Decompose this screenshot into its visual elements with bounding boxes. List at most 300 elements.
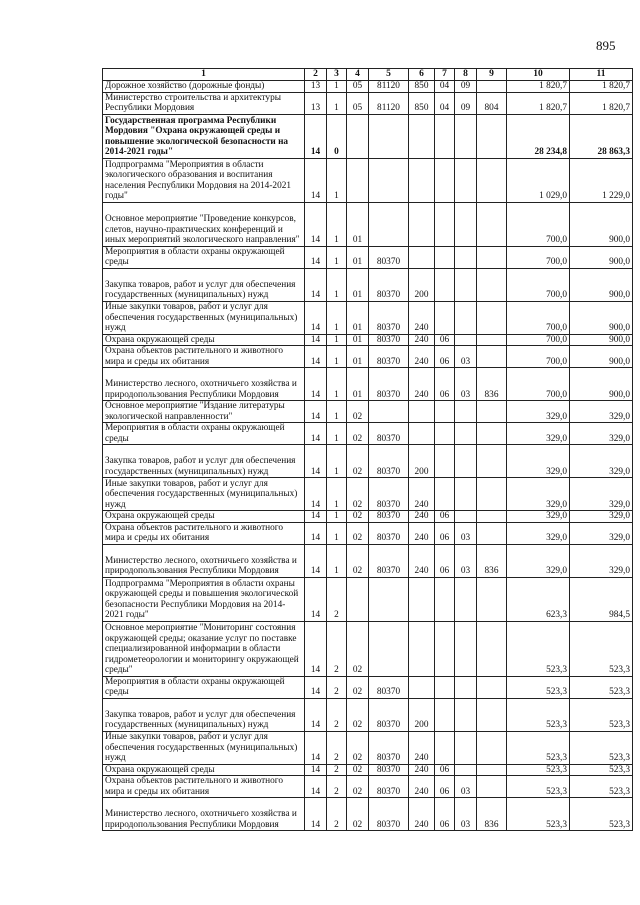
cell-amount-2020: 700,0 (507, 346, 570, 368)
cell-col4: 02 (347, 776, 369, 798)
cell-col5: 80370 (369, 368, 409, 401)
cell-amount-2020: 1 029,0 (507, 158, 570, 202)
cell-col4: 01 (347, 268, 369, 301)
cell-col2: 14 (305, 698, 327, 731)
cell-col9 (477, 268, 507, 301)
cell-col2: 14 (305, 577, 327, 621)
column-header: 5 (369, 69, 409, 81)
cell-col5 (369, 577, 409, 621)
cell-col8 (455, 577, 477, 621)
cell-col2: 14 (305, 676, 327, 698)
cell-col7 (435, 621, 455, 676)
cell-col5: 80370 (369, 731, 409, 764)
cell-col6 (409, 401, 435, 423)
table-row (103, 445, 633, 478)
cell-col4 (347, 158, 369, 202)
cell-col2: 14 (305, 301, 327, 334)
cell-col3: 2 (327, 731, 347, 764)
cell-amount-2021: 1 229,0 (570, 158, 633, 202)
cell-col7: 06 (435, 764, 455, 776)
table-row (103, 246, 633, 268)
cell-col6 (409, 621, 435, 676)
cell-col6 (409, 246, 435, 268)
cell-col2: 14 (305, 621, 327, 676)
cell-amount-2021: 523,3 (570, 698, 633, 731)
column-header: 6 (409, 69, 435, 81)
cell-col9 (477, 158, 507, 202)
cell-amount-2021: 523,3 (570, 798, 633, 831)
row-name-cell: Подпрограмма "Мероприятия в области охраны окружающей среды и повышения экологической безопасности Республики Мордовия на 2014-2021 годы" (103, 577, 305, 621)
cell-col4: 02 (347, 798, 369, 831)
cell-col4 (347, 114, 369, 158)
cell-col4 (347, 577, 369, 621)
cell-col8 (455, 676, 477, 698)
cell-amount-2020: 523,3 (507, 731, 570, 764)
table-row (103, 368, 633, 401)
cell-amount-2020: 329,0 (507, 478, 570, 511)
cell-col4: 05 (347, 81, 369, 93)
cell-amount-2020: 523,3 (507, 676, 570, 698)
cell-col6: 200 (409, 698, 435, 731)
cell-col2: 14 (305, 368, 327, 401)
cell-col5: 80370 (369, 698, 409, 731)
cell-col5: 80370 (369, 764, 409, 776)
cell-amount-2020: 700,0 (507, 202, 570, 246)
cell-col3: 1 (327, 478, 347, 511)
cell-col4: 01 (347, 202, 369, 246)
cell-col3: 0 (327, 114, 347, 158)
cell-col4: 01 (347, 346, 369, 368)
cell-col7: 06 (435, 334, 455, 346)
cell-col2: 14 (305, 478, 327, 511)
cell-col3: 1 (327, 202, 347, 246)
cell-col7: 06 (435, 522, 455, 544)
cell-col2: 14 (305, 423, 327, 445)
cell-col7 (435, 731, 455, 764)
cell-col4: 02 (347, 731, 369, 764)
cell-amount-2020: 329,0 (507, 423, 570, 445)
cell-amount-2020: 1 820,7 (507, 81, 570, 93)
cell-amount-2021: 329,0 (570, 544, 633, 577)
table-row (103, 776, 633, 798)
cell-col3: 1 (327, 246, 347, 268)
cell-col8: 03 (455, 522, 477, 544)
cell-col2: 14 (305, 346, 327, 368)
cell-col5 (369, 158, 409, 202)
cell-col8: 09 (455, 92, 477, 114)
cell-col7 (435, 698, 455, 731)
column-header: 4 (347, 69, 369, 81)
cell-amount-2020: 700,0 (507, 334, 570, 346)
cell-amount-2021: 900,0 (570, 346, 633, 368)
cell-col3: 1 (327, 522, 347, 544)
cell-col8 (455, 401, 477, 423)
cell-col3: 2 (327, 577, 347, 621)
cell-col6: 240 (409, 346, 435, 368)
row-name-cell: Министерство лесного, охотничьего хозяйства и природопользования Республики Мордовия (103, 368, 305, 401)
cell-col7: 04 (435, 81, 455, 93)
cell-col9: 836 (477, 544, 507, 577)
cell-col7 (435, 478, 455, 511)
cell-col4: 02 (347, 522, 369, 544)
table-row (103, 798, 633, 831)
cell-col8 (455, 698, 477, 731)
cell-amount-2020: 700,0 (507, 368, 570, 401)
cell-amount-2020: 28 234,8 (507, 114, 570, 158)
cell-col3: 1 (327, 511, 347, 523)
cell-col5: 80370 (369, 346, 409, 368)
column-header: 11 (570, 69, 633, 81)
cell-col5: 80370 (369, 478, 409, 511)
cell-col5: 80370 (369, 776, 409, 798)
cell-amount-2021: 329,0 (570, 478, 633, 511)
row-name-cell: Мероприятия в области охраны окружающей среды (103, 676, 305, 698)
row-name-cell: Подпрограмма "Мероприятия в области экологического образования и воспитания населения Республики Мордовия на 2014-2021 годы" (103, 158, 305, 202)
cell-col3: 2 (327, 621, 347, 676)
cell-col9 (477, 346, 507, 368)
cell-amount-2021: 900,0 (570, 268, 633, 301)
cell-col8: 03 (455, 544, 477, 577)
cell-col7: 06 (435, 544, 455, 577)
cell-col9 (477, 676, 507, 698)
cell-amount-2021: 329,0 (570, 423, 633, 445)
table-row (103, 478, 633, 511)
cell-col7 (435, 114, 455, 158)
cell-col2: 14 (305, 776, 327, 798)
cell-amount-2020: 523,3 (507, 798, 570, 831)
cell-col3: 2 (327, 676, 347, 698)
cell-col5 (369, 401, 409, 423)
cell-col8 (455, 246, 477, 268)
cell-col5: 80370 (369, 522, 409, 544)
cell-col8 (455, 511, 477, 523)
cell-amount-2021: 523,3 (570, 621, 633, 676)
cell-amount-2020: 523,3 (507, 621, 570, 676)
table-header-row (103, 69, 633, 81)
budget-table (102, 68, 633, 831)
cell-col9 (477, 776, 507, 798)
table-row (103, 511, 633, 523)
cell-col7 (435, 401, 455, 423)
table-row (103, 158, 633, 202)
cell-col2: 14 (305, 544, 327, 577)
cell-col3: 1 (327, 544, 347, 577)
row-name-cell: Закупка товаров, работ и услуг для обеспечения государственных (муниципальных) нужд (103, 445, 305, 478)
cell-col7: 06 (435, 798, 455, 831)
row-name-cell: Мероприятия в области охраны окружающей среды (103, 423, 305, 445)
cell-col9 (477, 511, 507, 523)
cell-col5: 80370 (369, 511, 409, 523)
row-name-cell: Дорожное хозяйство (дорожные фонды) (103, 81, 305, 93)
cell-col2: 14 (305, 445, 327, 478)
table-row (103, 346, 633, 368)
cell-col3: 1 (327, 334, 347, 346)
table-row (103, 114, 633, 158)
cell-amount-2021: 28 863,3 (570, 114, 633, 158)
table-row (103, 731, 633, 764)
row-name-cell: Мероприятия в области охраны окружающей среды (103, 246, 305, 268)
row-name-cell: Иные закупки товаров, работ и услуг для обеспечения государственных (муниципальных) нужд (103, 731, 305, 764)
table-row (103, 334, 633, 346)
cell-col5: 80370 (369, 423, 409, 445)
cell-amount-2021: 900,0 (570, 246, 633, 268)
cell-col8 (455, 202, 477, 246)
cell-col2: 14 (305, 158, 327, 202)
cell-col2: 14 (305, 334, 327, 346)
cell-col5 (369, 202, 409, 246)
cell-amount-2021: 329,0 (570, 511, 633, 523)
cell-col6: 240 (409, 544, 435, 577)
cell-col5: 81120 (369, 92, 409, 114)
cell-col7: 06 (435, 368, 455, 401)
cell-col7 (435, 423, 455, 445)
cell-col5: 80370 (369, 246, 409, 268)
table-row (103, 698, 633, 731)
cell-amount-2020: 329,0 (507, 522, 570, 544)
row-name-cell: Охрана объектов растительного и животного мира и среды их обитания (103, 346, 305, 368)
cell-col5: 80370 (369, 676, 409, 698)
cell-col4: 02 (347, 478, 369, 511)
cell-col6: 240 (409, 764, 435, 776)
cell-col2: 14 (305, 522, 327, 544)
cell-col4: 02 (347, 544, 369, 577)
cell-col3: 1 (327, 346, 347, 368)
cell-col9 (477, 698, 507, 731)
cell-col2: 14 (305, 511, 327, 523)
cell-col8: 03 (455, 776, 477, 798)
cell-col4: 02 (347, 401, 369, 423)
cell-col9 (477, 301, 507, 334)
cell-col7 (435, 445, 455, 478)
cell-col5: 80370 (369, 334, 409, 346)
cell-col3: 1 (327, 423, 347, 445)
cell-col6 (409, 158, 435, 202)
cell-col8 (455, 764, 477, 776)
cell-col7 (435, 577, 455, 621)
cell-amount-2021: 523,3 (570, 776, 633, 798)
cell-col8: 03 (455, 346, 477, 368)
cell-col7: 06 (435, 346, 455, 368)
cell-amount-2020: 329,0 (507, 401, 570, 423)
cell-col2: 14 (305, 114, 327, 158)
cell-col3: 1 (327, 81, 347, 93)
row-name-cell: Основное мероприятие "Издание литературы экологической направленности" (103, 401, 305, 423)
cell-col6 (409, 676, 435, 698)
table-row (103, 577, 633, 621)
cell-col7: 04 (435, 92, 455, 114)
cell-col9: 836 (477, 798, 507, 831)
cell-col6: 240 (409, 731, 435, 764)
cell-col6: 240 (409, 522, 435, 544)
column-header: 2 (305, 69, 327, 81)
cell-col6: 240 (409, 301, 435, 334)
cell-col6: 200 (409, 268, 435, 301)
cell-amount-2020: 329,0 (507, 511, 570, 523)
cell-col9 (477, 478, 507, 511)
column-header: 1 (103, 69, 305, 81)
cell-col8 (455, 301, 477, 334)
cell-col5: 80370 (369, 445, 409, 478)
cell-col3: 1 (327, 301, 347, 334)
cell-col2: 14 (305, 401, 327, 423)
cell-col6 (409, 423, 435, 445)
cell-col8 (455, 445, 477, 478)
cell-col6: 240 (409, 478, 435, 511)
cell-col7 (435, 158, 455, 202)
cell-col6: 240 (409, 368, 435, 401)
cell-col3: 1 (327, 401, 347, 423)
cell-col6 (409, 202, 435, 246)
cell-amount-2020: 329,0 (507, 544, 570, 577)
row-name-cell: Иные закупки товаров, работ и услуг для обеспечения государственных (муниципальных) нужд (103, 301, 305, 334)
cell-col4: 02 (347, 676, 369, 698)
row-name-cell: Основное мероприятие "Проведение конкурсов, слетов, научно-практических конференций и иных мероприятий экологического направления" (103, 202, 305, 246)
table-row (103, 202, 633, 246)
row-name-cell: Охрана объектов растительного и животного мира и среды их обитания (103, 522, 305, 544)
cell-amount-2021: 523,3 (570, 764, 633, 776)
cell-col6: 240 (409, 798, 435, 831)
row-name-cell: Закупка товаров, работ и услуг для обеспечения государственных (муниципальных) нужд (103, 268, 305, 301)
cell-col8 (455, 268, 477, 301)
row-name-cell: Иные закупки товаров, работ и услуг для обеспечения государственных (муниципальных) нужд (103, 478, 305, 511)
cell-col8: 03 (455, 798, 477, 831)
cell-col9 (477, 577, 507, 621)
cell-col9: 836 (477, 368, 507, 401)
cell-col7 (435, 268, 455, 301)
cell-col9 (477, 522, 507, 544)
cell-col6: 240 (409, 776, 435, 798)
cell-col4: 02 (347, 621, 369, 676)
cell-col7 (435, 246, 455, 268)
cell-col9: 804 (477, 92, 507, 114)
cell-amount-2020: 700,0 (507, 268, 570, 301)
cell-amount-2021: 1 820,7 (570, 81, 633, 93)
column-header: 3 (327, 69, 347, 81)
cell-amount-2021: 329,0 (570, 522, 633, 544)
cell-amount-2021: 523,3 (570, 676, 633, 698)
cell-col9 (477, 731, 507, 764)
cell-col4: 01 (347, 368, 369, 401)
row-name-cell: Основное мероприятие "Мониторинг состояния окружающей среды; оказание услуг по поставке специализированной информации в области гидрометеорологии и мониторингу окружающей среды" (103, 621, 305, 676)
cell-col4: 02 (347, 423, 369, 445)
cell-amount-2021: 900,0 (570, 368, 633, 401)
cell-col4: 02 (347, 511, 369, 523)
cell-col8 (455, 158, 477, 202)
cell-amount-2021: 900,0 (570, 202, 633, 246)
cell-col2: 14 (305, 268, 327, 301)
cell-col9 (477, 764, 507, 776)
cell-amount-2020: 523,3 (507, 698, 570, 731)
cell-col5 (369, 621, 409, 676)
table-row (103, 764, 633, 776)
cell-col6: 240 (409, 511, 435, 523)
cell-col2: 14 (305, 764, 327, 776)
cell-amount-2020: 523,3 (507, 776, 570, 798)
row-name-cell: Охрана окружающей среды (103, 764, 305, 776)
cell-col2: 14 (305, 798, 327, 831)
table-row (103, 544, 633, 577)
cell-col3: 1 (327, 445, 347, 478)
cell-amount-2020: 1 820,7 (507, 92, 570, 114)
cell-amount-2021: 1 820,7 (570, 92, 633, 114)
table-row (103, 92, 633, 114)
row-name-cell: Государственная программа Республики Мордовия "Охрана окружающей среды и повышение экологической безопасности на 2014-2021 годы" (103, 114, 305, 158)
cell-col8 (455, 621, 477, 676)
cell-col8 (455, 423, 477, 445)
table-row (103, 301, 633, 334)
page-number: 895 (596, 38, 616, 53)
cell-col9 (477, 246, 507, 268)
cell-col8 (455, 478, 477, 511)
cell-amount-2021: 329,0 (570, 401, 633, 423)
cell-col9 (477, 334, 507, 346)
cell-col3: 1 (327, 268, 347, 301)
cell-col5: 80370 (369, 544, 409, 577)
cell-amount-2020: 700,0 (507, 301, 570, 334)
row-name-cell: Министерство строительства и архитектуры Республики Мордовия (103, 92, 305, 114)
column-header: 7 (435, 69, 455, 81)
cell-col5 (369, 114, 409, 158)
cell-col7: 06 (435, 776, 455, 798)
cell-col4: 01 (347, 246, 369, 268)
cell-col8 (455, 114, 477, 158)
cell-amount-2021: 900,0 (570, 301, 633, 334)
table-row (103, 621, 633, 676)
cell-col4: 01 (347, 301, 369, 334)
cell-col2: 14 (305, 731, 327, 764)
cell-col7 (435, 202, 455, 246)
cell-col3: 1 (327, 92, 347, 114)
cell-col9 (477, 445, 507, 478)
cell-col9 (477, 401, 507, 423)
table-row (103, 522, 633, 544)
cell-col5: 81120 (369, 81, 409, 93)
cell-col9 (477, 202, 507, 246)
row-name-cell: Закупка товаров, работ и услуг для обеспечения государственных (муниципальных) нужд (103, 698, 305, 731)
cell-col7: 06 (435, 511, 455, 523)
cell-amount-2020: 523,3 (507, 764, 570, 776)
cell-amount-2021: 523,3 (570, 731, 633, 764)
table-row (103, 401, 633, 423)
table-row (103, 423, 633, 445)
cell-amount-2021: 329,0 (570, 445, 633, 478)
column-header: 10 (507, 69, 570, 81)
cell-col4: 01 (347, 334, 369, 346)
cell-col8 (455, 731, 477, 764)
cell-amount-2021: 900,0 (570, 334, 633, 346)
cell-col3: 2 (327, 764, 347, 776)
cell-col5: 80370 (369, 301, 409, 334)
cell-col3: 1 (327, 368, 347, 401)
row-name-cell: Охрана объектов растительного и животного мира и среды их обитания (103, 776, 305, 798)
cell-col3: 2 (327, 776, 347, 798)
cell-amount-2020: 700,0 (507, 246, 570, 268)
row-name-cell: Министерство лесного, охотничьего хозяйства и природопользования Республики Мордовия (103, 798, 305, 831)
cell-amount-2020: 329,0 (507, 445, 570, 478)
cell-col3: 2 (327, 698, 347, 731)
table-row (103, 268, 633, 301)
cell-col5: 80370 (369, 798, 409, 831)
cell-col8: 09 (455, 81, 477, 93)
cell-amount-2020: 623,3 (507, 577, 570, 621)
cell-col2: 13 (305, 81, 327, 93)
cell-col6: 850 (409, 81, 435, 93)
cell-col6: 850 (409, 92, 435, 114)
row-name-cell: Охрана окружающей среды (103, 334, 305, 346)
cell-col9 (477, 621, 507, 676)
cell-col2: 13 (305, 92, 327, 114)
cell-col9 (477, 423, 507, 445)
